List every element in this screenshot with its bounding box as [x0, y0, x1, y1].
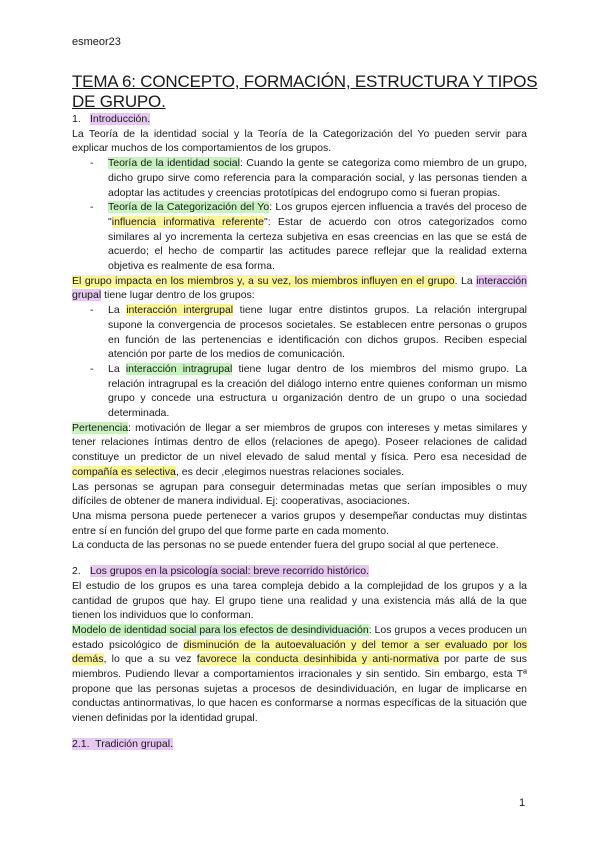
paragraph: Modelo de identidad social para los efectos de desindividuación: Los grupos a veces producen un estado psicológico de disminución de la autoevaluación y del temor a ser evaluado por los demás, lo que a su vez favorece la conducta desinhibida y anti-normativa por parte de sus miembros. Pudiendo llevar a comportamientos irracionales y sin sentido. Sin embargo, esta Tª propone que las personas sujetas a procesos de desindividuación, en lugar de implicarse en conductas antinormativas, lo que hacen es conformarse a normas específicas de la situación que vienen definidas por la identidad grupal. — [72, 623, 528, 725]
spacer — [72, 553, 527, 564]
spacer — [72, 726, 527, 737]
subsection-heading-tradicion: 2.1. Tradición grupal. — [72, 737, 173, 750]
list-item: - Teoría de la identidad social: Cuando la gente se categoriza como miembro de un grupo, dicho grupo sirve como referencia para la comparación social, y las personas tienden a adoptar las actitudes y creencias prototípicas del endogrupo como si fueran propias. — [90, 157, 527, 199]
paragraph: Una misma persona puede pertenecer a varios grupos y desempeñar conductas muy distintas entre sí en función del grupo del que forme parte en cada momento. — [72, 509, 527, 537]
list-item: - La interacción intergrupal tiene lugar entre distintos grupos. La relación intergrupal supone la convergencia de procesos societales. Se establecen entre personas o grupos en función de las pertenencias e identificación con dichos grupos. Reciben especial atención por parte de los medios de comunicación. — [90, 304, 527, 361]
section-heading-historia: 2. Los grupos en la psicología social: breve recorrido histórico. — [72, 565, 369, 578]
paragraph: Pertenencia: motivación de llegar a ser miembros de grupos con intereses y metas similares y tener relaciones íntimas dentro de ellos (relaciones de apego). Poseer relaciones de calidad constituye un predictor de un nivel elevado de salud mental y física. Pero esa necesidad de compañía es selectiva, es decir ,elegimos nuestras relaciones sociales. — [72, 421, 527, 478]
paragraph: La Teoría de la identidad social y la Teoría de la Categorización del Yo pueden servir para explicar muchos de los comportamientos de los grupos. — [72, 127, 527, 155]
author-name: esmeor23 — [72, 36, 121, 48]
paragraph: La conducta de las personas no se puede entender fuera del grupo social al que pertenece. — [72, 539, 499, 552]
paragraph: Las personas se agrupan para conseguir determinadas metas que serían imposibles o muy difíciles de obtener de manera individual. Ej: cooperativas, asociaciones. — [72, 480, 527, 508]
list-item: - La interacción intragrupal tiene lugar dentro de los miembros del mismo grupo. La relación intragrupal es la creación del diálogo interno entre quienes conforman un mismo grupo y concede una estructura u organización dentro de un grupo o una sociedad determinada. — [90, 362, 527, 420]
page-number: 1 — [519, 797, 526, 809]
document-title: TEMA 6: CONCEPTO, FORMACIÓN, ESTRUCTURA Y TIPOS DE GRUPO. — [72, 72, 538, 111]
paragraph: El estudio de los grupos es una tarea compleja debido a la complejidad de los grupos y a la cantidad de grupos que hay. El grupo tiene una realidad y una existencia más allá de la que tienen los individuos que lo conforman. — [72, 579, 527, 622]
section-heading-introduccion: 1. Introducción. — [72, 113, 151, 125]
list-item: - Teoría de la Categorización del Yo: Los grupos ejercen influencia a través del proceso de "influencia informativa referente": Estar de acuerdo con otros categorizados como similares al yo incrementa la certeza subjetiva en esas creencias en las que se está de acuerdo; el hecho de compartir las actitudes parece reflejar que la realidad externa objetiva es realmente de esa forma. — [90, 201, 527, 273]
paragraph: El grupo impacta en los miembros y, a su vez, los miembros influyen en el grupo. La interacción grupal tiene lugar dentro de los grupos: — [72, 274, 527, 302]
document-body — [72, 112, 527, 752]
